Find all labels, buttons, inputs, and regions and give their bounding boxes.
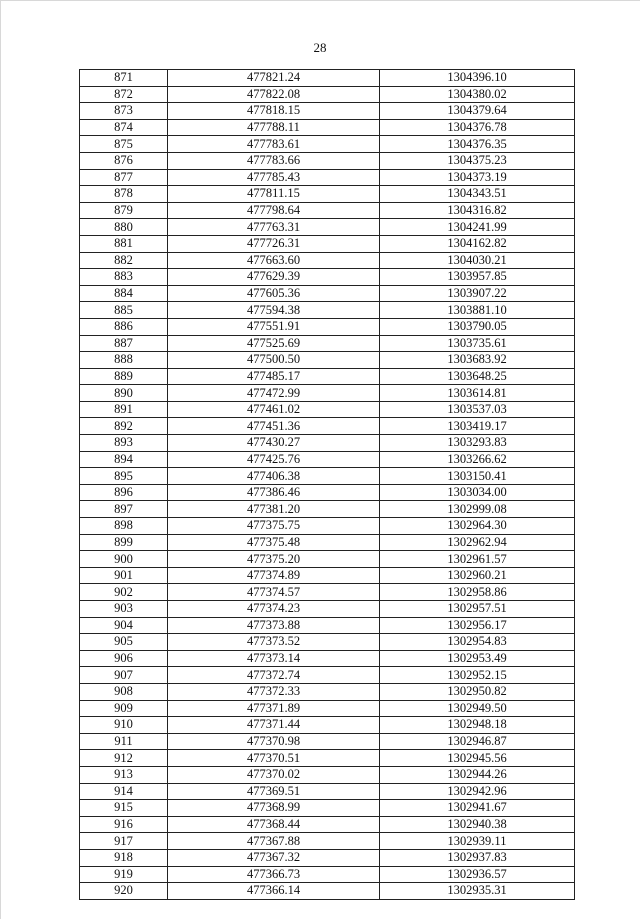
y-coordinate-cell: 1302962.94: [380, 534, 575, 551]
table-row: [80, 152, 575, 169]
table-row: [80, 285, 575, 302]
point-number-cell: 913: [80, 766, 168, 783]
point-number-cell: 893: [80, 435, 168, 452]
y-coordinate-cell: 1303537.03: [380, 401, 575, 418]
x-coordinate-cell: 477370.98: [168, 733, 380, 750]
y-coordinate-cell: 1304343.51: [380, 186, 575, 203]
table-row: [80, 484, 575, 501]
y-coordinate-cell: 1302948.18: [380, 717, 575, 734]
y-coordinate-cell: 1302946.87: [380, 733, 575, 750]
y-coordinate-cell: 1304241.99: [380, 219, 575, 236]
table-row: [80, 717, 575, 734]
point-number-cell: 906: [80, 650, 168, 667]
table-row: [80, 385, 575, 402]
point-number-cell: 910: [80, 717, 168, 734]
x-coordinate-cell: 477375.20: [168, 551, 380, 568]
table-row: [80, 252, 575, 269]
point-number-cell: 900: [80, 551, 168, 568]
table-row: [80, 418, 575, 435]
y-coordinate-cell: 1303907.22: [380, 285, 575, 302]
point-number-cell: 874: [80, 119, 168, 136]
table-row: [80, 435, 575, 452]
x-coordinate-cell: 477605.36: [168, 285, 380, 302]
table-row: [80, 136, 575, 153]
point-number-cell: 889: [80, 368, 168, 385]
x-coordinate-cell: 477372.74: [168, 667, 380, 684]
table-row: [80, 667, 575, 684]
table-row: [80, 650, 575, 667]
y-coordinate-cell: 1304379.64: [380, 103, 575, 120]
point-number-cell: 883: [80, 269, 168, 286]
x-coordinate-cell: 477785.43: [168, 169, 380, 186]
point-number-cell: 901: [80, 567, 168, 584]
y-coordinate-cell: 1303293.83: [380, 435, 575, 452]
y-coordinate-cell: 1303266.62: [380, 451, 575, 468]
point-number-cell: 879: [80, 202, 168, 219]
table-row: [80, 451, 575, 468]
x-coordinate-cell: 477367.88: [168, 833, 380, 850]
y-coordinate-cell: 1302945.56: [380, 750, 575, 767]
y-coordinate-cell: 1302964.30: [380, 518, 575, 535]
point-number-cell: 886: [80, 318, 168, 335]
page-number: 28: [313, 40, 327, 55]
point-number-cell: 894: [80, 451, 168, 468]
table-row: [80, 269, 575, 286]
x-coordinate-cell: 477525.69: [168, 335, 380, 352]
table-row: [80, 335, 575, 352]
table-row: [80, 501, 575, 518]
x-coordinate-cell: 477811.15: [168, 186, 380, 203]
point-number-cell: 890: [80, 385, 168, 402]
y-coordinate-cell: 1304030.21: [380, 252, 575, 269]
coordinates-table: [79, 69, 575, 900]
point-number-cell: 877: [80, 169, 168, 186]
table-row: [80, 318, 575, 335]
x-coordinate-cell: 477783.61: [168, 136, 380, 153]
x-coordinate-cell: 477368.99: [168, 800, 380, 817]
point-number-cell: 887: [80, 335, 168, 352]
point-number-cell: 899: [80, 534, 168, 551]
x-coordinate-cell: 477818.15: [168, 103, 380, 120]
point-number-cell: 911: [80, 733, 168, 750]
y-coordinate-cell: 1302952.15: [380, 667, 575, 684]
table-row: [80, 534, 575, 551]
table-row: [80, 683, 575, 700]
point-number-cell: 907: [80, 667, 168, 684]
x-coordinate-cell: 477551.91: [168, 318, 380, 335]
table-row: [80, 634, 575, 651]
x-coordinate-cell: 477366.14: [168, 883, 380, 900]
table-row: [80, 86, 575, 103]
y-coordinate-cell: 1302961.57: [380, 551, 575, 568]
coordinates-table-body: [80, 70, 575, 900]
point-number-cell: 875: [80, 136, 168, 153]
x-coordinate-cell: 477373.14: [168, 650, 380, 667]
point-number-cell: 873: [80, 103, 168, 120]
point-number-cell: 904: [80, 617, 168, 634]
y-coordinate-cell: 1304376.35: [380, 136, 575, 153]
x-coordinate-cell: 477594.38: [168, 302, 380, 319]
x-coordinate-cell: 477371.44: [168, 717, 380, 734]
point-number-cell: 920: [80, 883, 168, 900]
point-number-cell: 872: [80, 86, 168, 103]
y-coordinate-cell: 1302957.51: [380, 601, 575, 618]
table-row: [80, 883, 575, 900]
x-coordinate-cell: 477370.51: [168, 750, 380, 767]
point-number-cell: 882: [80, 252, 168, 269]
table-row: [80, 800, 575, 817]
y-coordinate-cell: 1304380.02: [380, 86, 575, 103]
x-coordinate-cell: 477822.08: [168, 86, 380, 103]
y-coordinate-cell: 1303683.92: [380, 352, 575, 369]
x-coordinate-cell: 477485.17: [168, 368, 380, 385]
y-coordinate-cell: 1302941.67: [380, 800, 575, 817]
point-number-cell: 914: [80, 783, 168, 800]
y-coordinate-cell: 1302999.08: [380, 501, 575, 518]
table-row: [80, 750, 575, 767]
x-coordinate-cell: 477472.99: [168, 385, 380, 402]
y-coordinate-cell: 1302960.21: [380, 567, 575, 584]
y-coordinate-cell: 1302935.31: [380, 883, 575, 900]
x-coordinate-cell: 477369.51: [168, 783, 380, 800]
x-coordinate-cell: 477374.89: [168, 567, 380, 584]
y-coordinate-cell: 1302954.83: [380, 634, 575, 651]
x-coordinate-cell: 477368.44: [168, 816, 380, 833]
y-coordinate-cell: 1303957.85: [380, 269, 575, 286]
point-number-cell: 902: [80, 584, 168, 601]
point-number-cell: 918: [80, 849, 168, 866]
x-coordinate-cell: 477425.76: [168, 451, 380, 468]
table-row: [80, 169, 575, 186]
table-row: [80, 567, 575, 584]
table-row: [80, 368, 575, 385]
table-row: [80, 700, 575, 717]
point-number-cell: 917: [80, 833, 168, 850]
y-coordinate-cell: 1303881.10: [380, 302, 575, 319]
table-row: [80, 235, 575, 252]
x-coordinate-cell: 477367.32: [168, 849, 380, 866]
x-coordinate-cell: 477375.48: [168, 534, 380, 551]
y-coordinate-cell: 1304375.23: [380, 152, 575, 169]
x-coordinate-cell: 477371.89: [168, 700, 380, 717]
x-coordinate-cell: 477788.11: [168, 119, 380, 136]
point-number-cell: 891: [80, 401, 168, 418]
table-row: [80, 766, 575, 783]
x-coordinate-cell: 477373.88: [168, 617, 380, 634]
table-row: [80, 70, 575, 87]
y-coordinate-cell: 1303150.41: [380, 468, 575, 485]
y-coordinate-cell: 1303614.81: [380, 385, 575, 402]
table-row: [80, 219, 575, 236]
table-row: [80, 849, 575, 866]
table-row: [80, 866, 575, 883]
x-coordinate-cell: 477406.38: [168, 468, 380, 485]
point-number-cell: 881: [80, 235, 168, 252]
y-coordinate-cell: 1304396.10: [380, 70, 575, 87]
y-coordinate-cell: 1302956.17: [380, 617, 575, 634]
y-coordinate-cell: 1302949.50: [380, 700, 575, 717]
y-coordinate-cell: 1302936.57: [380, 866, 575, 883]
table-row: [80, 617, 575, 634]
x-coordinate-cell: 477375.75: [168, 518, 380, 535]
table-row: [80, 302, 575, 319]
x-coordinate-cell: 477629.39: [168, 269, 380, 286]
point-number-cell: 919: [80, 866, 168, 883]
point-number-cell: 916: [80, 816, 168, 833]
y-coordinate-cell: 1304373.19: [380, 169, 575, 186]
table-row: [80, 584, 575, 601]
table-row: [80, 551, 575, 568]
x-coordinate-cell: 477451.36: [168, 418, 380, 435]
table-row: [80, 833, 575, 850]
point-number-cell: 892: [80, 418, 168, 435]
point-number-cell: 888: [80, 352, 168, 369]
table-row: [80, 816, 575, 833]
table-row: [80, 103, 575, 120]
y-coordinate-cell: 1304162.82: [380, 235, 575, 252]
x-coordinate-cell: 477374.23: [168, 601, 380, 618]
point-number-cell: 903: [80, 601, 168, 618]
table-row: [80, 186, 575, 203]
table-row: [80, 733, 575, 750]
x-coordinate-cell: 477373.52: [168, 634, 380, 651]
x-coordinate-cell: 477798.64: [168, 202, 380, 219]
y-coordinate-cell: 1302944.26: [380, 766, 575, 783]
y-coordinate-cell: 1302958.86: [380, 584, 575, 601]
y-coordinate-cell: 1302950.82: [380, 683, 575, 700]
table-row: [80, 401, 575, 418]
point-number-cell: 912: [80, 750, 168, 767]
y-coordinate-cell: 1303648.25: [380, 368, 575, 385]
point-number-cell: 878: [80, 186, 168, 203]
table-row: [80, 468, 575, 485]
x-coordinate-cell: 477366.73: [168, 866, 380, 883]
point-number-cell: 897: [80, 501, 168, 518]
y-coordinate-cell: 1304316.82: [380, 202, 575, 219]
x-coordinate-cell: 477430.27: [168, 435, 380, 452]
point-number-cell: 905: [80, 634, 168, 651]
point-number-cell: 909: [80, 700, 168, 717]
point-number-cell: 898: [80, 518, 168, 535]
x-coordinate-cell: 477386.46: [168, 484, 380, 501]
point-number-cell: 895: [80, 468, 168, 485]
point-number-cell: 885: [80, 302, 168, 319]
y-coordinate-cell: 1302953.49: [380, 650, 575, 667]
x-coordinate-cell: 477663.60: [168, 252, 380, 269]
y-coordinate-cell: 1303735.61: [380, 335, 575, 352]
x-coordinate-cell: 477500.50: [168, 352, 380, 369]
y-coordinate-cell: 1303790.05: [380, 318, 575, 335]
point-number-cell: 915: [80, 800, 168, 817]
x-coordinate-cell: 477821.24: [168, 70, 380, 87]
table-row: [80, 119, 575, 136]
y-coordinate-cell: 1302939.11: [380, 833, 575, 850]
y-coordinate-cell: 1303034.00: [380, 484, 575, 501]
x-coordinate-cell: 477783.66: [168, 152, 380, 169]
x-coordinate-cell: 477381.20: [168, 501, 380, 518]
y-coordinate-cell: 1302942.96: [380, 783, 575, 800]
page-edge-top: [0, 0, 640, 1]
point-number-cell: 880: [80, 219, 168, 236]
point-number-cell: 908: [80, 683, 168, 700]
point-number-cell: 876: [80, 152, 168, 169]
table-row: [80, 518, 575, 535]
y-coordinate-cell: 1304376.78: [380, 119, 575, 136]
table-row: [80, 783, 575, 800]
point-number-cell: 871: [80, 70, 168, 87]
point-number-cell: 896: [80, 484, 168, 501]
x-coordinate-cell: 477374.57: [168, 584, 380, 601]
x-coordinate-cell: 477370.02: [168, 766, 380, 783]
y-coordinate-cell: 1302937.83: [380, 849, 575, 866]
page-edge-left: [0, 0, 1, 919]
y-coordinate-cell: 1302940.38: [380, 816, 575, 833]
table-row: [80, 202, 575, 219]
x-coordinate-cell: 477763.31: [168, 219, 380, 236]
table-row: [80, 601, 575, 618]
table-row: [80, 352, 575, 369]
x-coordinate-cell: 477461.02: [168, 401, 380, 418]
point-number-cell: 884: [80, 285, 168, 302]
y-coordinate-cell: 1303419.17: [380, 418, 575, 435]
x-coordinate-cell: 477372.33: [168, 683, 380, 700]
x-coordinate-cell: 477726.31: [168, 235, 380, 252]
